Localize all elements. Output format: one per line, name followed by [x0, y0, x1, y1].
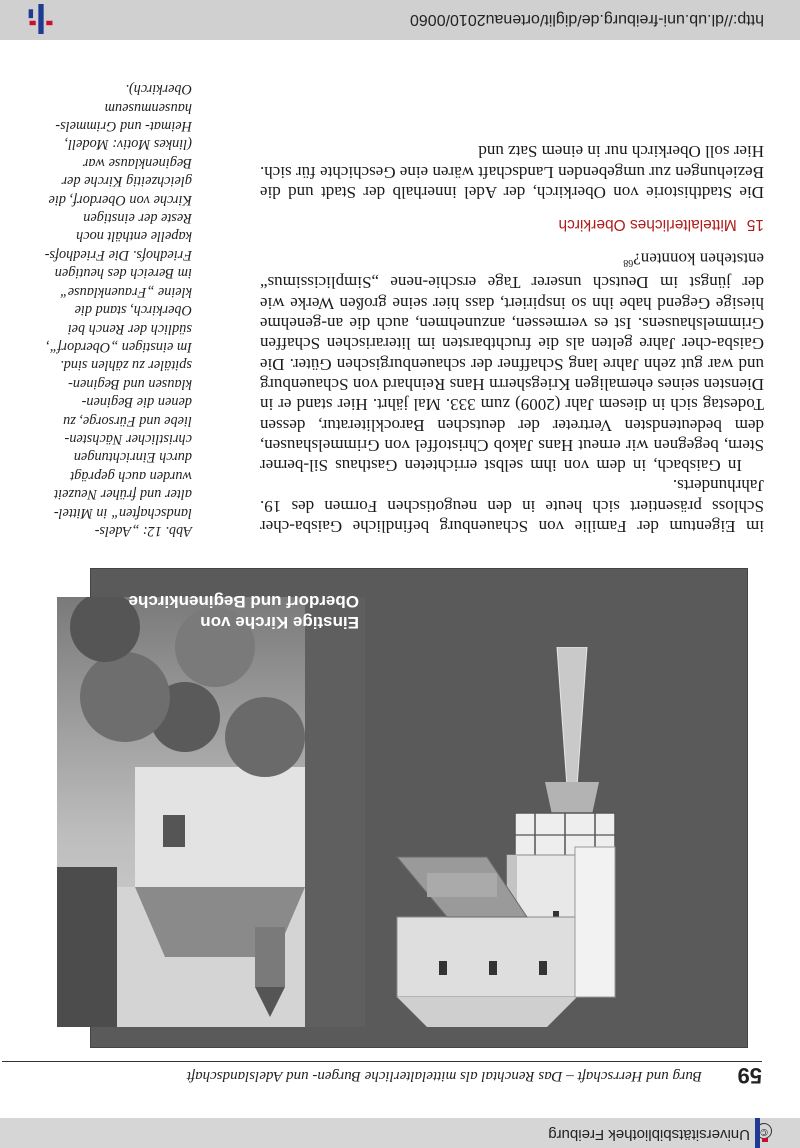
caption-line: kleine „Frauenklause“	[59, 283, 192, 300]
caption-line: Kirche von Oberdorf, die	[48, 191, 192, 208]
chapel-photo-drawing	[57, 597, 365, 1027]
caption-line: südlich der Rench bei	[67, 320, 192, 337]
watermark-library-name: Universitätsbibliothek Freiburg	[548, 1126, 750, 1143]
caption-line: Beginenklause war	[82, 154, 192, 171]
chapel-photo-image	[57, 597, 365, 1027]
body-paragraph: im Eigentum der Familie von Schauenburg befindliche Gaisba-cher Schloss präsentiert sich heute in den neugotischen Formen des 19. Jahrhunderts.	[260, 476, 764, 536]
page-number: 59	[737, 1063, 762, 1088]
caption-line: kapelle enthält noch	[76, 228, 192, 245]
figure-title	[119, 591, 359, 633]
caption-line: Heimat- und Grimmels-	[55, 118, 192, 135]
caption-line: Oberkirch, stand die	[74, 302, 192, 319]
caption-line: im Bereich des heutigen	[54, 265, 192, 282]
caption-line: Reste der einstigen	[83, 210, 192, 227]
body-paragraph-text: In Gaisbach, in dem von ihm selbst errichteten Gasthaus Sil-berner Stern, begegnen wir erneut Hans Jakob Christoffel von Grimmelshausen, dem bedeutendsten Vertreter der deutschen Barockliteratur, dessen Todestag sich in diesem Jahr (2009) zum 333. Mal jährt. Hier stand er in Diensten seines ehemaligen Kriegsherrn Hans Reinhard von Schauenburg und war gut zehn Jahre lang Schaffner der schauenburgischen Güter. Die Gaisba-cher Jahre gelten als die fruchtbarsten im literarischen Schaffen Grimmelshausens. Ist es vermessen, anzunehmen, auch die an-genehme hiesige Gegend habe ihn so inspiriert, dass hier seine großen Werke wie der jüngst im Deutsch unserer Tage erschie-nene „Simplicissimus“ entstehen konnten?	[260, 249, 764, 476]
caption-line: Im einstigen „Oberdorf“,	[45, 338, 192, 355]
caption-line: klausen und Beginen-	[68, 375, 192, 392]
caption-line: (linkes Motiv: Modell,	[64, 136, 192, 153]
caption-line: denen die Beginen-	[81, 394, 192, 411]
body-text	[260, 141, 764, 536]
body-paragraph	[260, 248, 764, 475]
university-logo-icon	[26, 4, 56, 34]
section-title: Mittelalterliches Oberkirch	[558, 216, 737, 234]
caption-line: hausenmuseum	[104, 99, 192, 116]
figure-panel	[90, 568, 748, 1048]
caption-line: durch Einrichtungen	[73, 449, 192, 466]
caption-line: Oberkirch).	[125, 81, 192, 98]
watermark-library-bar	[0, 1118, 800, 1148]
figure-title-line1: Einstige Kirche von	[200, 613, 359, 632]
running-title: Burg und Herrschaft – Das Renchtal als mittelalterliche Burgen- und Adelslandschaft	[186, 1068, 702, 1084]
footnote-reference[interactable]: 68	[623, 257, 634, 269]
caption-line: gleichzeitig Kirche der	[61, 173, 192, 190]
caption-line: alter und früher Neuzeit	[54, 486, 192, 503]
figure-title-line2: Oberdorf und Beginenkirche	[128, 592, 359, 611]
university-logo-small-icon	[740, 1118, 770, 1148]
section-heading	[260, 214, 764, 234]
church-model-image	[387, 647, 727, 1027]
running-head	[2, 1061, 762, 1088]
caption-line: Abb. 12: „Adels-	[94, 523, 192, 539]
figure-caption	[12, 80, 192, 540]
caption-line: christlicher Nächsten-	[64, 430, 192, 447]
body-paragraph: Die Stadthistorie von Oberkirch, der Adel innerhalb der Stadt und die Beziehungen zur umgebenden Landschaft wären eine Geschichte für sich. Hier soll Oberkirch nur in einem Satz und	[260, 142, 764, 202]
caption-line: Friedhofs. Die Friedhofs-	[44, 246, 192, 263]
caption-line: landschaften“ in Mittel-	[53, 504, 192, 521]
watermark-url-bar	[0, 0, 800, 40]
caption-line: liebe und Fürsorge, zu	[63, 412, 192, 429]
watermark-library	[548, 1123, 772, 1143]
section-number: 15	[746, 216, 764, 234]
watermark-url[interactable]: http://dl.ub.uni-freiburg.de/diglit/ortenau2010/0060	[409, 11, 764, 28]
caption-line: spitäler zu zählen sind.	[60, 357, 192, 374]
cc-icon: ©	[756, 1123, 772, 1139]
caption-line: wurden auch geprägt	[70, 467, 192, 484]
